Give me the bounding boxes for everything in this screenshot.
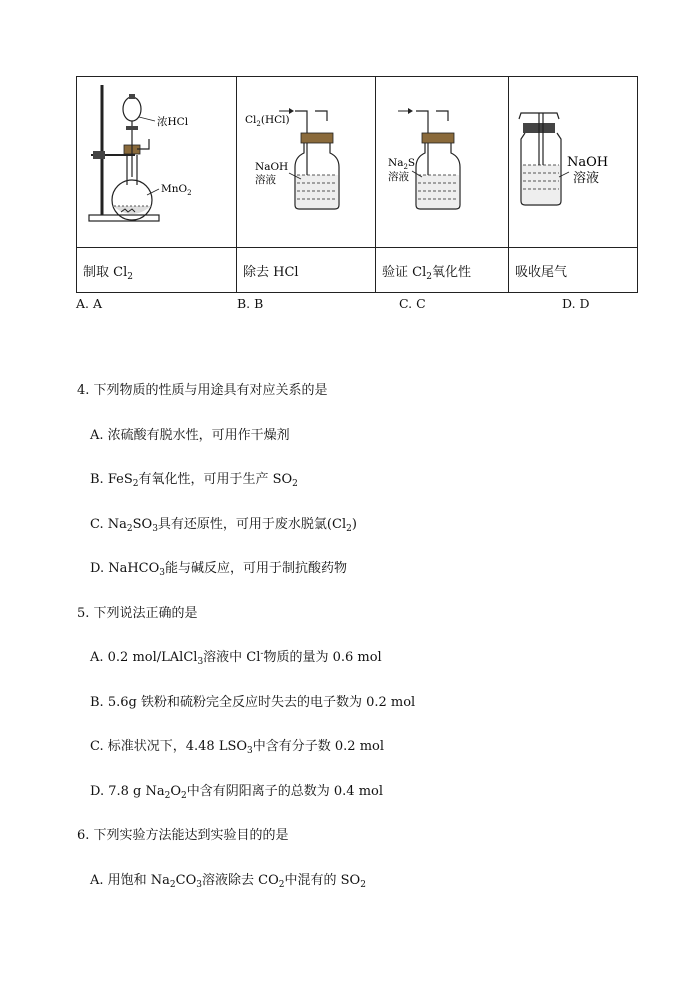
q6-option-a[interactable]: A. 用饱和 $Na_2CO_3$溶液除去 $CO_2$中混有的 $SO_2$ (90, 873, 366, 890)
q5-option-c[interactable]: C. 标准状况下，4.48 $LSO_3$中含有分子数 0.2 mol (90, 739, 385, 756)
q4-option-c[interactable]: C. $Na_2SO_3$具有还原性，可用于废水脱氯$(Cl_2)$ (90, 517, 357, 534)
na2s-subscript: 2 (403, 163, 408, 171)
option-a[interactable]: A. A (76, 296, 103, 311)
na2s-label: Na (388, 157, 404, 169)
cl2-label: Cl (245, 114, 257, 126)
gas-washing-bottle-na2s-diagram (376, 77, 508, 247)
apparatus-chlorine-generator (77, 77, 237, 248)
tail-gas-absorber-diagram (509, 77, 637, 247)
chlorine-generator-diagram (77, 77, 236, 247)
q5-option-a[interactable]: A. 0.2 mol/LAlCl$_3$溶液中 Cl-物质的量为 0.6 mol (90, 649, 382, 667)
q5-option-d[interactable]: D. 7.8 g $Na_2O_2$中含有阴阳离子的总数为 0.4 mol (90, 784, 384, 801)
gas-washing-bottle-naoh-diagram (237, 77, 375, 247)
option-b[interactable]: B. B (237, 296, 264, 311)
solution-label: 溶液 (255, 174, 276, 186)
mno2-label: MnO (161, 183, 188, 195)
caption-verify-oxidation: 验证 $Cl_2$氧化性 (376, 248, 509, 293)
apparatus-table (76, 76, 638, 293)
svg-text:Na2S (388, 157, 415, 171)
caption-remove-hcl: 除去 HCl (237, 248, 376, 293)
naoh-label: NaOH (255, 161, 289, 173)
na2s-label-tail: S (407, 157, 416, 169)
hcl-paren-label: (HCl) (260, 114, 290, 126)
apparatus-tail-gas-absorption (509, 77, 638, 248)
caption-make-cl2: 制取 $Cl_2$ (77, 248, 237, 293)
q4-stem: 4. 下列物质的性质与用途具有对应关系的是 (77, 383, 328, 398)
naoh-solution-label-large: 溶液 (573, 171, 600, 186)
caption-absorb-tail-gas: 吸收尾气 (509, 248, 638, 293)
q5-option-b[interactable]: B. 5.6g 铁粉和硫粉完全反应时失去的电子数为 0.2 mol (90, 695, 416, 710)
apparatus-hcl-removal (237, 77, 376, 248)
naoh-label-large: NaOH (567, 155, 609, 170)
option-c[interactable]: C. C (399, 296, 426, 311)
q4-option-a[interactable]: A. 浓硫酸有脱水性，可用作干燥剂 (90, 428, 290, 443)
mno2-subscript: 2 (187, 189, 192, 197)
q6-stem: 6. 下列实验方法能达到实验目的的是 (77, 828, 289, 843)
apparatus-oxidation-test (376, 77, 509, 248)
svg-text:Cl2(HCl) (245, 114, 290, 128)
option-d[interactable]: D. D (562, 296, 590, 311)
q4-option-d[interactable]: D. NaHCO$_3$能与碱反应，可用于制抗酸药物 (90, 561, 348, 578)
q4-option-b[interactable]: B. FeS$_2$有氧化性，可用于生产 $SO_2$ (90, 472, 298, 489)
cl2-subscript: 2 (256, 120, 261, 128)
q5-stem: 5. 下列说法正确的是 (77, 606, 198, 621)
na2s-solution-label: 溶液 (388, 171, 409, 183)
conc-hcl-label: 浓HCl (157, 116, 189, 128)
svg-text:MnO2 (161, 183, 192, 197)
